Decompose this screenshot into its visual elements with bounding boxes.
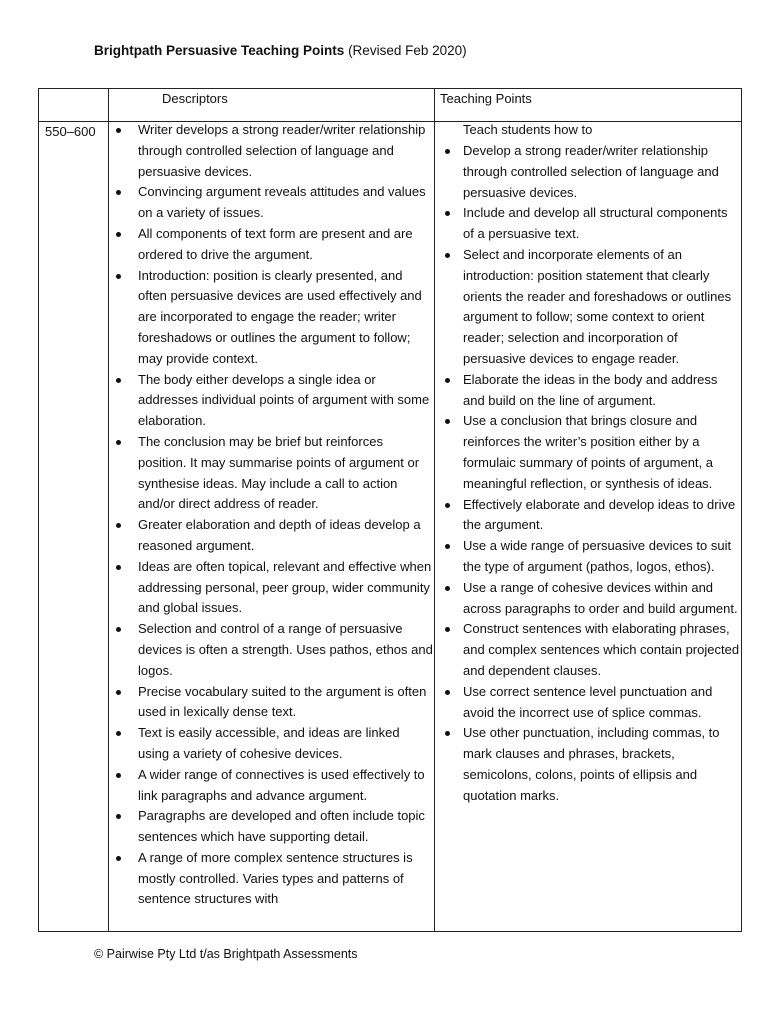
descriptor-item: Introduction: position is clearly presented, and often persuasive devices are used effectively and are incorporated to engage the reader; writer foreshadows or outlines the argument to follow; may provide context. (138, 266, 433, 370)
descriptor-item: Convincing argument reveals attitudes and values on a variety of issues. (138, 182, 433, 224)
descriptor-item: The conclusion may be brief but reinforces position. It may summarise points of argument or synthesise ideas. May include a call to action and/or direct address of reader. (138, 432, 433, 515)
descriptor-item: Selection and control of a range of persuasive devices is often a strength. Uses pathos, ethos and logos. (138, 619, 433, 681)
descriptor-item: A wider range of connectives is used effectively to link paragraphs and advance argument. (138, 765, 433, 807)
score-range: 550–600 (45, 124, 96, 139)
column-divider (108, 89, 109, 931)
descriptor-item: The body either develops a single idea or addresses individual points of argument with some elaboration. (138, 370, 433, 432)
teaching-point-item: Use a conclusion that brings closure and reinforces the writer’s position either by a formulaic summary of points of argument, a meaningful reflection, or synthesis of ideas. (463, 411, 741, 494)
descriptor-item: Writer develops a strong reader/writer relationship through controlled selection of language and persuasive devices. (138, 120, 433, 182)
descriptors-list (138, 120, 433, 910)
column-divider (434, 89, 435, 931)
descriptor-item: All components of text form are present and are ordered to drive the argument. (138, 224, 433, 266)
teaching-point-item: Use other punctuation, including commas, to mark clauses and phrases, brackets, semicolons, colons, points of ellipsis and quotation marks. (463, 723, 741, 806)
teaching-point-item: Develop a strong reader/writer relationship through controlled selection of language and persuasive devices. (463, 141, 741, 203)
teaching-point-item: Elaborate the ideas in the body and address and build on the line of argument. (463, 370, 741, 412)
teaching-point-item: Construct sentences with elaborating phrases, and complex sentences which contain projected and dependent clauses. (463, 619, 741, 681)
teaching-point-item: Use correct sentence level punctuation and avoid the incorrect use of splice commas. (463, 682, 741, 724)
descriptor-item: Precise vocabulary suited to the argument is often used in lexically dense text. (138, 682, 433, 724)
page-title (94, 43, 467, 58)
teaching-point-item: Select and incorporate elements of an introduction: position statement that clearly orients the reader and foreshadows or outlines argument to follow; some context to orient reader; selection and incorporation of persuasive devices to engage reader. (463, 245, 741, 370)
teaching-points-list (463, 141, 741, 807)
teaching-intro: Teach students how to (463, 122, 593, 137)
descriptor-item: Greater elaboration and depth of ideas develop a reasoned argument. (138, 515, 433, 557)
teaching-points-table (38, 88, 742, 932)
teaching-point-item: Use a wide range of persuasive devices to suit the type of argument (pathos, logos, ethos). (463, 536, 741, 578)
teaching-point-item: Include and develop all structural components of a persuasive text. (463, 203, 741, 245)
teaching-point-item: Use a range of cohesive devices within and across paragraphs to order and build argument. (463, 578, 741, 620)
copyright-footer: © Pairwise Pty Ltd t/as Brightpath Assessments (94, 947, 358, 961)
descriptor-item: A range of more complex sentence structures is mostly controlled. Varies types and patterns of sentence structures with (138, 848, 433, 910)
descriptor-item: Paragraphs are developed and often include topic sentences which have supporting detail. (138, 806, 433, 848)
teaching-points-header: Teaching Points (440, 91, 532, 106)
page-title-bold: Brightpath Persuasive Teaching Points (94, 43, 345, 58)
descriptors-header: Descriptors (162, 91, 228, 106)
descriptor-item: Ideas are often topical, relevant and effective when addressing personal, peer group, wider community and global issues. (138, 557, 433, 619)
page-title-revision: (Revised Feb 2020) (344, 43, 467, 58)
teaching-point-item: Effectively elaborate and develop ideas to drive the argument. (463, 495, 741, 537)
descriptor-item: Text is easily accessible, and ideas are linked using a variety of cohesive devices. (138, 723, 433, 765)
